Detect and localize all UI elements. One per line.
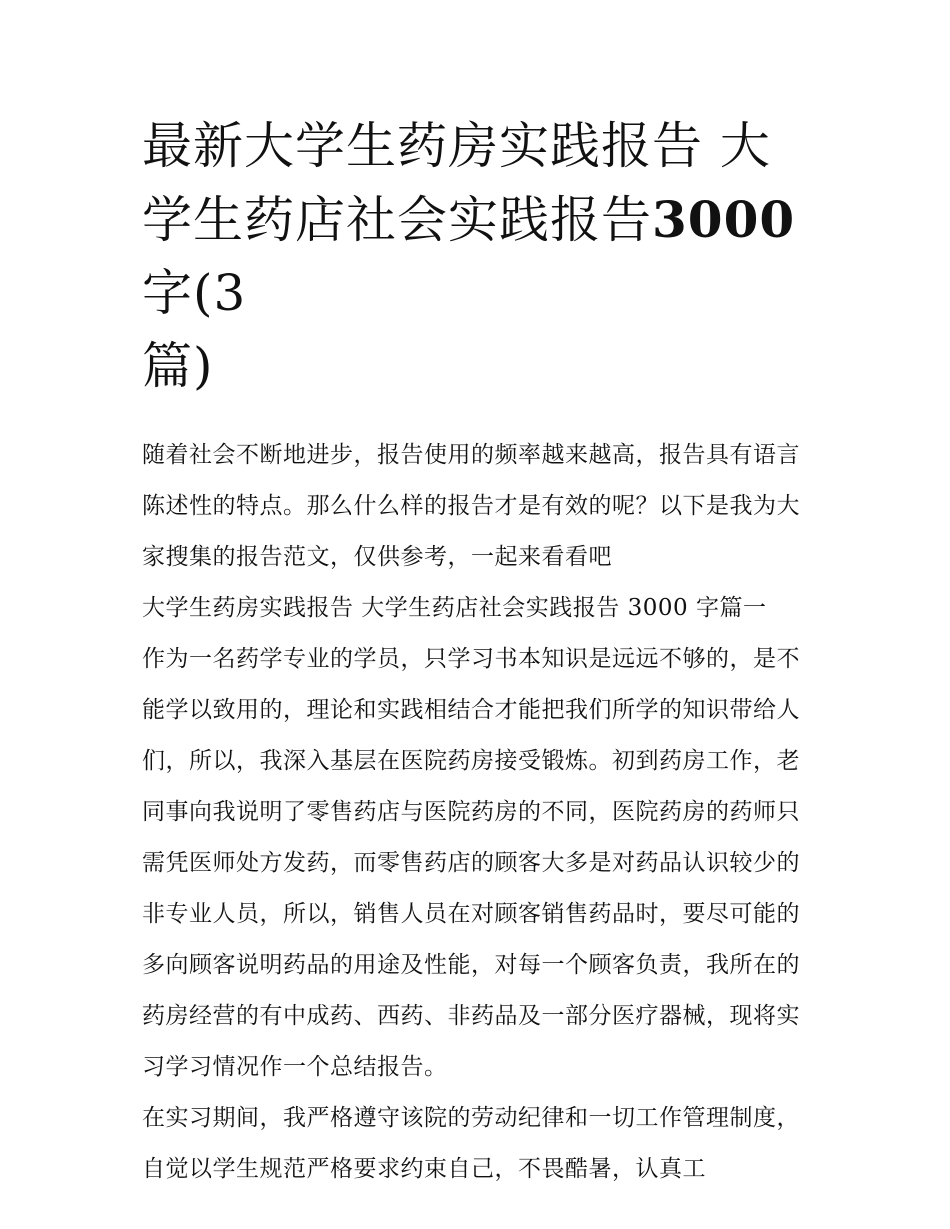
title-text: 最新大学生药房实践报告 大学生药店社会实践报告 <box>142 117 771 249</box>
document-body <box>142 430 814 1195</box>
body-paragraph-1: 作为一名药学专业的学员，只学习书本知识是远远不够的，是不能学以致用的，理论和实践相结合才能把我们所学的知识带给人们，所以，我深入基层在医院药房接受锻炼。初到药房工作，老同事向我说明了零售药店与医院药房的不同，医院药房的药师只需凭医师处方发药，而零售药店的顾客大多是对药品认识较少的非专业人员，所以，销售人员在对顾客销售药品时，要尽可能的多向顾客说明药品的用途及性能，对每一个顾客负责，我所在的药房经营的有中成药、西药、非药品及一部分医疗器械，现将实习学习情况作一个总结报告。 <box>142 646 800 1080</box>
title-suffix: 字(3 <box>142 264 247 322</box>
title-number: 3000 <box>652 190 796 249</box>
body-paragraph-2: 在实习期间，我严格遵守该院的劳动纪律和一切工作管理制度，自觉以学生规范严格要求约束自己，不畏酷暑，认真工 <box>142 1105 800 1182</box>
intro-paragraph: 随着社会不断地进步，报告使用的频率越来越高，报告具有语言陈述性的特点。那么什么样的报告才是有效的呢？以下是我为大家搜集的报告范文，仅供参考，一起来看看吧 <box>142 442 800 570</box>
title-ending: 篇) <box>142 337 214 395</box>
document-page <box>142 110 814 1195</box>
section-heading: 大学生药房实践报告 大学生药店社会实践报告 3000 字篇一 <box>142 595 767 621</box>
document-title <box>142 110 814 403</box>
